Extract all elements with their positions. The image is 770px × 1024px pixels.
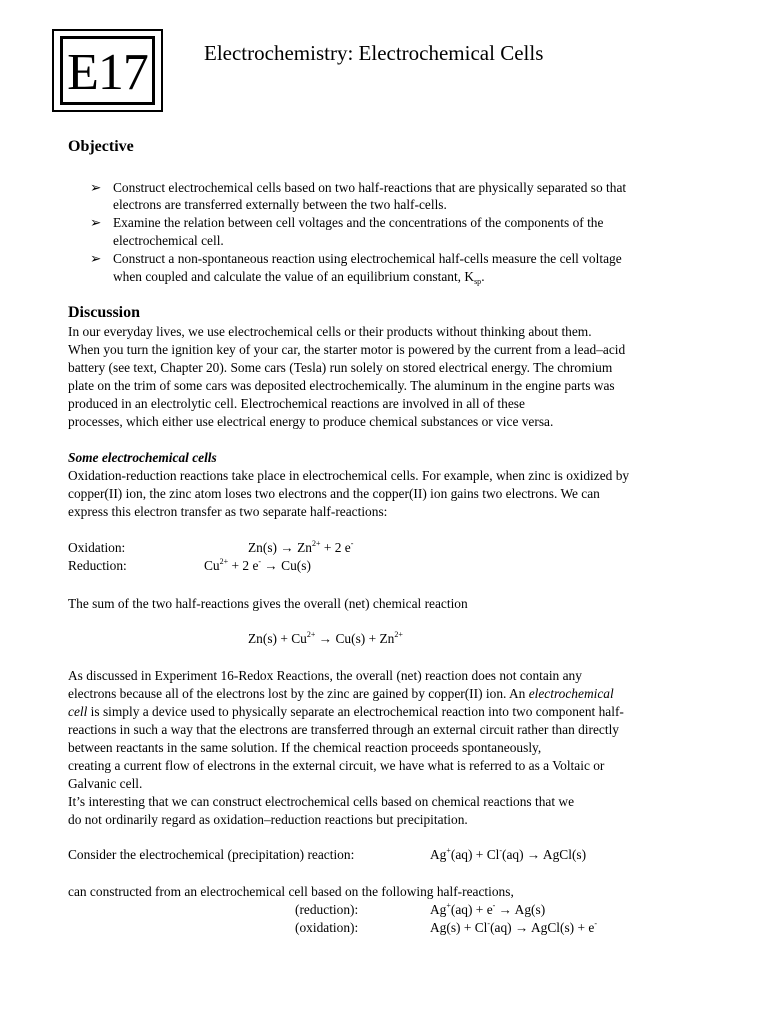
- paragraph-line: When you turn the ignition key of your car, the starter motor is powered by the current from a lead–acid: [68, 342, 626, 357]
- paragraph-line: The sum of the two half-reactions gives the overall (net) chemical reaction: [68, 596, 468, 611]
- paragraph-line: battery (see text, Chapter 20). Some cars (Tesla) run solely on stored electrical energy. The chromium: [68, 360, 613, 375]
- half-oxidation-equation: Ag(s) + Cl-(aq) → AgCl(s) + e-: [430, 919, 597, 935]
- oxidation-equation: $Zn(s) \to Zn^{2+} + 2$ e-: [248, 539, 354, 555]
- objective-bullet-3-line-2: when coupled and calculate the value of an equilibrium constant, $K_{sp}$.: [113, 269, 485, 286]
- paragraph-line: produced in an electrolytic cell. Electrochemical reactions are involved in all of these: [68, 396, 525, 411]
- bullet-arrow-icon: ➢: [90, 180, 102, 195]
- paragraph-line: can constructed from an electrochemical cell based on the following half-reactions,: [68, 884, 514, 899]
- section-subheading: Some electrochemical cells: [68, 450, 217, 465]
- half-oxidation-label: (oxidation):: [295, 920, 359, 935]
- paragraph-line: It’s interesting that we can construct electrochemical cells based on chemical reactions that we: [68, 794, 575, 809]
- objective-bullet-2-line-1: Examine the relation between cell voltages and the concentrations of the components of the: [113, 215, 604, 230]
- reduction-label: Reduction:: [68, 558, 127, 573]
- paragraph-line: electrons because all of the electrons lost by the zinc are gained by copper(II) ion. An electrochemical: [68, 686, 614, 701]
- half-reduction-label: (reduction):: [295, 902, 359, 917]
- experiment-logo: [52, 29, 163, 112]
- paragraph-line: creating a current flow of electrons in the external circuit, we have what is referred to as a Voltaic or: [68, 758, 605, 773]
- consider-text: Consider the electrochemical (precipitation) reaction:: [68, 847, 355, 862]
- objective-heading: Objective: [68, 138, 134, 155]
- page-title: Electrochemistry: Electrochemical Cells: [204, 41, 544, 65]
- paragraph-line: In our everyday lives, we use electrochemical cells or their products without thinking about them.: [68, 324, 592, 339]
- objective-bullet-2-line-2: electrochemical cell.: [113, 233, 224, 248]
- paragraph-line: Oxidation-reduction reactions take place in electrochemical cells. For example, when zinc is oxidized by: [68, 468, 630, 483]
- paragraph-line: plate on the trim of some cars was deposited electrochemically. The aluminum in the engine parts was: [68, 378, 615, 393]
- discussion-heading: Discussion: [68, 304, 141, 321]
- bullet-arrow-icon: ➢: [90, 215, 102, 230]
- objective-bullet-3-line-1: Construct a non-spontaneous reaction using electrochemical half-cells measure the cell voltage: [113, 251, 622, 266]
- reduction-equation: $Cu^{2+} + 2$ e- → Cu(s): [204, 557, 311, 573]
- paragraph-line: Galvanic cell.: [68, 776, 143, 791]
- half-reduction-equation: Ag+(aq) + e- → Ag(s): [430, 901, 546, 917]
- bullet-arrow-icon: ➢: [90, 251, 102, 266]
- objective-bullet-1-line-1: Construct electrochemical cells based on two half-reactions that are physically separated so that: [113, 180, 627, 195]
- paragraph-line: processes, which either use electrical energy to produce chemical substances or vice versa.: [68, 414, 554, 429]
- paragraph-line: between reactants in the same solution. If the chemical reaction proceeds spontaneously,: [68, 740, 542, 755]
- paragraph-line: express this electron transfer as two separate half-reactions:: [68, 504, 388, 519]
- paragraph-line: reactions in such a way that the electrons are transferred through an external circuit rather than directly: [68, 722, 620, 737]
- paragraph-line: cell is simply a device used to physically separate an electrochemical reaction into two component half-: [68, 704, 624, 719]
- oxidation-label: Oxidation:: [68, 540, 126, 555]
- objective-bullet-1-line-2: electrons are transferred externally between the two half-cells.: [113, 197, 447, 212]
- paragraph-line: As discussed in Experiment 16-Redox Reactions, the overall (net) reaction does not contain any: [68, 668, 582, 683]
- net-equation: $Zn(s) + Cu^{2+} \to Cu(s) + Zn^{2+}$: [248, 630, 403, 646]
- precipitation-equation: Ag+(aq) + Cl-(aq) → AgCl(s): [430, 846, 587, 862]
- paragraph-line: copper(II) ion, the zinc atom loses two electrons and the copper(II) ion gains two electrons. We can: [68, 486, 600, 501]
- paragraph-line: do not ordinarily regard as oxidation–reduction reactions but precipitation.: [68, 812, 468, 827]
- logo-inner-frame: [60, 36, 155, 105]
- logo-text: E17: [67, 44, 148, 101]
